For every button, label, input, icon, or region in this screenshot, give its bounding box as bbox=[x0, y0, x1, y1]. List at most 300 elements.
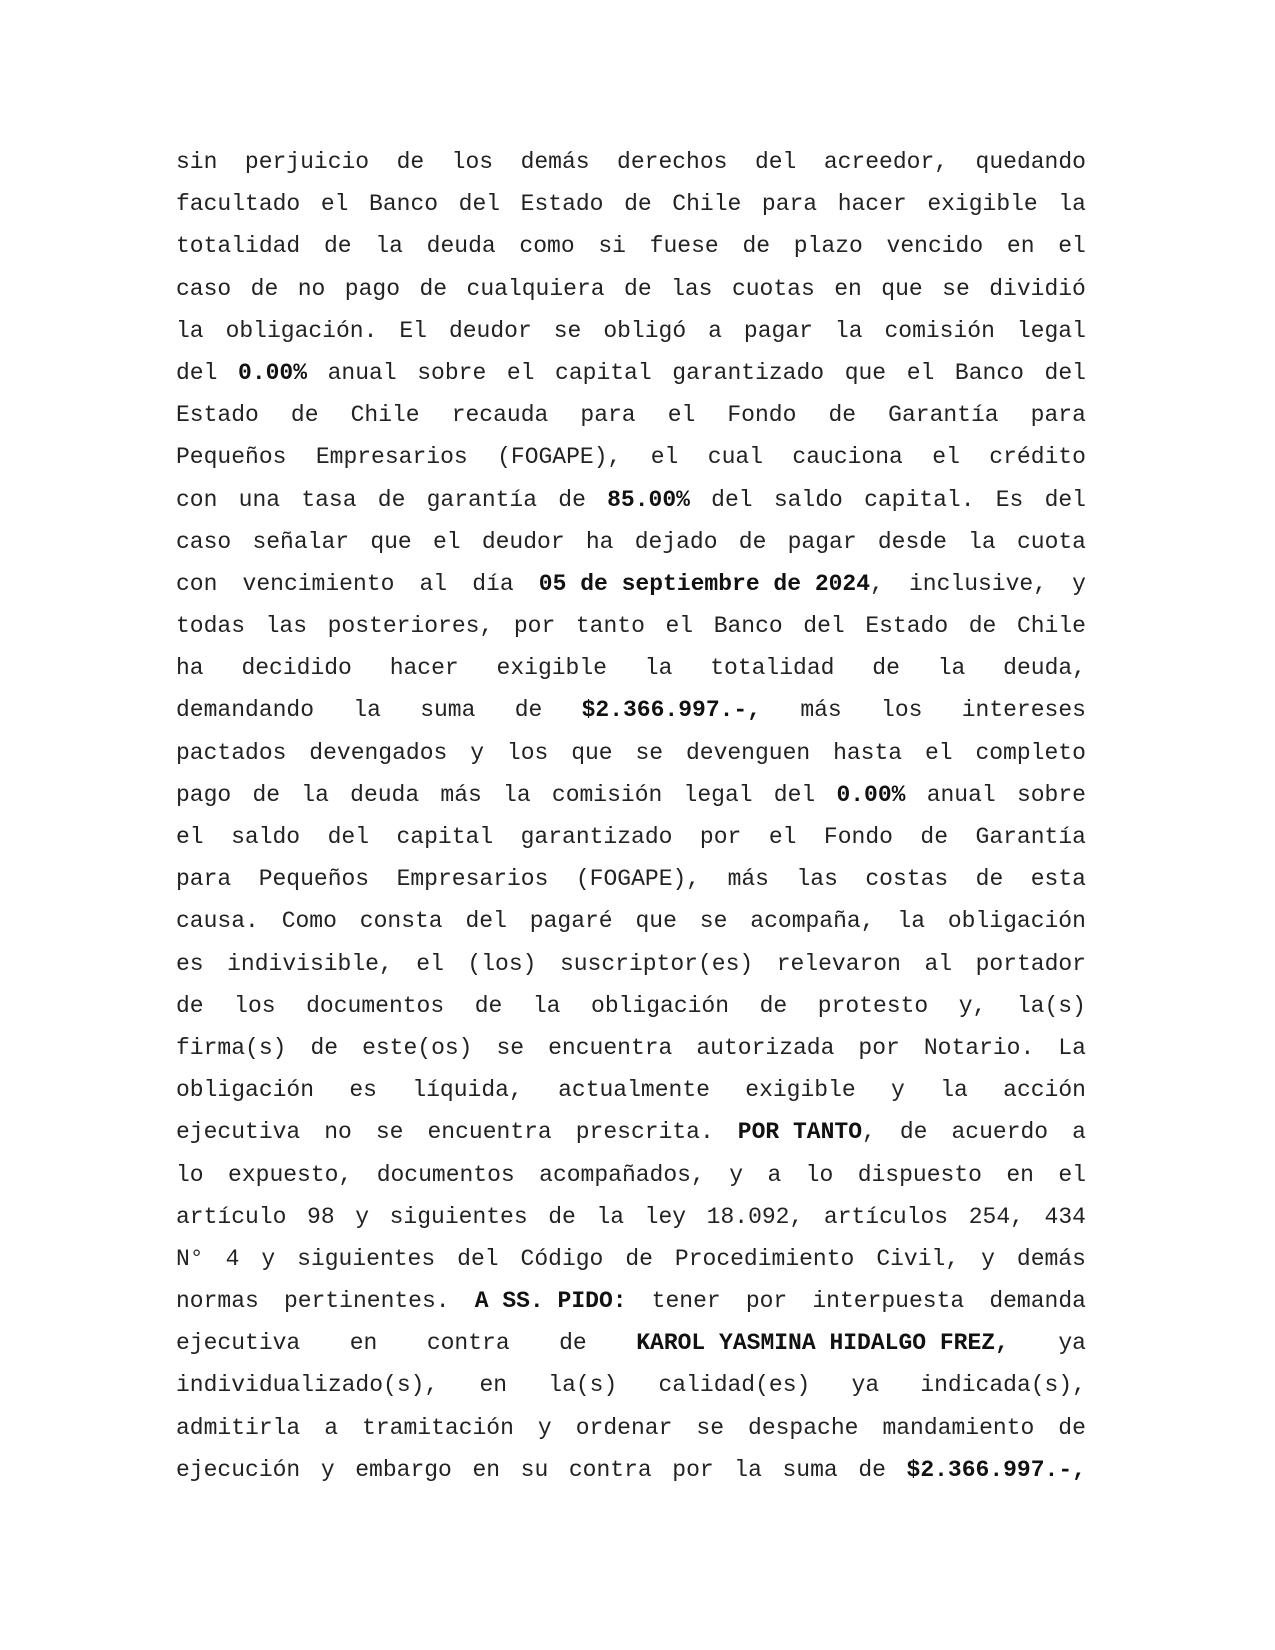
word: de bbox=[252, 781, 281, 808]
text-line bbox=[176, 225, 1086, 267]
word: anual bbox=[926, 781, 996, 808]
word: de bbox=[176, 992, 204, 1019]
word: obligó bbox=[603, 317, 687, 344]
text-line bbox=[176, 563, 1086, 605]
word: ha bbox=[585, 528, 614, 555]
word: sin bbox=[176, 149, 218, 175]
word: demás bbox=[1016, 1245, 1086, 1272]
word: documentos bbox=[306, 992, 445, 1019]
word: la bbox=[353, 697, 381, 724]
word: mandamiento bbox=[882, 1414, 1035, 1441]
word: Chile bbox=[350, 402, 420, 429]
word: la bbox=[968, 528, 996, 555]
word: ley bbox=[644, 1203, 687, 1230]
word: exigible bbox=[496, 655, 607, 682]
text-line bbox=[176, 816, 1086, 858]
word: 254, bbox=[968, 1203, 1024, 1230]
word: el bbox=[506, 359, 535, 386]
word: la bbox=[1058, 191, 1086, 218]
word: de bbox=[872, 655, 900, 682]
word-group bbox=[539, 563, 884, 605]
word: Pequeños bbox=[258, 866, 370, 893]
text-line bbox=[176, 1069, 1086, 1111]
word: del bbox=[1044, 486, 1086, 513]
word: (FOGAPE), bbox=[575, 866, 701, 893]
word: (FOGAPE), bbox=[497, 444, 622, 471]
word: acuerdo bbox=[951, 1119, 1049, 1146]
word: hacer bbox=[389, 655, 459, 682]
text-line bbox=[176, 479, 1086, 521]
word: sobre bbox=[417, 359, 487, 386]
word: ejecutiva bbox=[176, 1119, 301, 1146]
word: comisión bbox=[551, 781, 663, 808]
word: se bbox=[375, 1119, 404, 1146]
word: los bbox=[881, 697, 923, 724]
word: el bbox=[667, 402, 696, 429]
word: si bbox=[598, 233, 626, 260]
word: de bbox=[396, 149, 425, 175]
word: con bbox=[176, 486, 218, 513]
text-line bbox=[176, 394, 1086, 436]
text-line bbox=[176, 310, 1086, 352]
word: del bbox=[457, 1245, 499, 1272]
word: Empresarios bbox=[315, 444, 468, 471]
text-line bbox=[176, 1196, 1086, 1238]
word: la bbox=[503, 781, 531, 808]
word: tramitación bbox=[362, 1414, 514, 1441]
word: siguientes bbox=[297, 1245, 436, 1272]
word: pactados bbox=[176, 739, 287, 766]
word: cuota bbox=[1016, 528, 1086, 555]
word: de bbox=[759, 992, 788, 1019]
word: de bbox=[968, 613, 997, 640]
word: , bbox=[870, 570, 884, 597]
bold-text: 05 de septiembre de 2024 bbox=[538, 570, 871, 597]
text-line bbox=[176, 943, 1086, 985]
word: decidido bbox=[241, 655, 352, 682]
word: acompaña, bbox=[750, 908, 875, 935]
word: Estado bbox=[520, 191, 604, 218]
text-line bbox=[176, 521, 1086, 563]
word: el bbox=[176, 824, 204, 850]
word: del bbox=[773, 781, 816, 808]
word: del bbox=[465, 908, 507, 935]
word: (los) bbox=[467, 950, 537, 977]
word: en bbox=[349, 1330, 378, 1357]
word: de bbox=[419, 275, 448, 302]
word: plazo bbox=[793, 233, 863, 260]
word: de bbox=[558, 486, 586, 513]
word: de bbox=[377, 486, 406, 513]
word: de bbox=[474, 992, 503, 1019]
word: pagar bbox=[743, 317, 813, 344]
word: a bbox=[324, 1414, 339, 1441]
word: por bbox=[699, 824, 742, 850]
text-line bbox=[176, 268, 1086, 310]
word: facultado bbox=[176, 191, 301, 218]
word: de bbox=[742, 233, 771, 260]
text-line bbox=[176, 183, 1086, 225]
word: de bbox=[975, 866, 1004, 893]
word: y bbox=[261, 1245, 276, 1272]
word: de bbox=[1058, 1414, 1086, 1441]
word: y bbox=[729, 1161, 744, 1188]
word: Es bbox=[995, 486, 1024, 513]
word: anual bbox=[327, 359, 397, 386]
word: garantizado bbox=[520, 824, 673, 850]
word: consta bbox=[359, 908, 443, 935]
word: en bbox=[834, 275, 862, 302]
word: documentos bbox=[376, 1161, 515, 1188]
word: Como bbox=[281, 908, 337, 935]
word: Estado bbox=[176, 402, 259, 429]
text-line bbox=[176, 1364, 1086, 1406]
word: contra bbox=[426, 1330, 510, 1357]
word: la(s) bbox=[1016, 992, 1086, 1019]
word: recauda bbox=[451, 402, 549, 429]
word: indivisible, bbox=[227, 950, 393, 977]
word: acompañados, bbox=[539, 1161, 705, 1188]
word: las bbox=[265, 613, 308, 640]
bold-text: 0.00% bbox=[836, 781, 906, 808]
word: la bbox=[375, 233, 403, 260]
word: obligación bbox=[176, 1077, 315, 1104]
word: la bbox=[734, 1456, 762, 1483]
word: firma(s) bbox=[176, 1034, 287, 1061]
word: al bbox=[419, 570, 448, 597]
word: dejado bbox=[634, 528, 718, 555]
word: se bbox=[696, 1414, 724, 1441]
text-line bbox=[176, 1027, 1086, 1069]
word: exigible bbox=[745, 1077, 856, 1104]
word: de bbox=[738, 528, 767, 555]
text-line bbox=[176, 689, 1086, 731]
word: 4 bbox=[225, 1245, 240, 1272]
word: Civil, bbox=[876, 1245, 960, 1272]
word: a bbox=[1072, 1119, 1086, 1146]
word: comisión bbox=[884, 317, 995, 344]
word: Notario. bbox=[923, 1034, 1035, 1061]
word: su bbox=[520, 1456, 549, 1483]
word: al bbox=[924, 950, 953, 977]
word: del bbox=[711, 486, 753, 513]
word: perjuicio bbox=[244, 149, 370, 175]
word: costas bbox=[865, 866, 949, 893]
word: no bbox=[297, 275, 326, 302]
word: de bbox=[323, 233, 352, 260]
word: ya bbox=[851, 1372, 880, 1399]
word: y bbox=[320, 1456, 335, 1483]
word: y bbox=[1072, 570, 1086, 597]
word: de bbox=[920, 824, 949, 850]
word: vencido bbox=[886, 233, 984, 260]
word: interpuesta bbox=[812, 1288, 965, 1315]
word: Banco bbox=[369, 191, 439, 218]
word: de bbox=[310, 1034, 339, 1061]
word: con bbox=[176, 570, 218, 597]
word: contra bbox=[568, 1456, 652, 1483]
word: de bbox=[548, 1203, 576, 1230]
bold-text: $2.366.997.-, bbox=[581, 697, 762, 724]
word: como bbox=[519, 233, 575, 260]
word: Procedimiento bbox=[674, 1245, 855, 1272]
text-line bbox=[176, 732, 1086, 774]
word: Banco bbox=[713, 613, 783, 640]
word: a bbox=[708, 317, 722, 344]
text-line bbox=[176, 1407, 1086, 1449]
word: acción bbox=[1003, 1077, 1086, 1104]
word: 434 bbox=[1044, 1203, 1086, 1230]
word: desde bbox=[877, 528, 947, 555]
word: que bbox=[881, 275, 923, 302]
word: es bbox=[176, 950, 204, 977]
word: obligación bbox=[591, 992, 730, 1019]
word: deuda bbox=[426, 233, 496, 260]
word: suma bbox=[782, 1456, 838, 1483]
word: legal bbox=[683, 781, 753, 808]
text-line bbox=[176, 858, 1086, 900]
word: la bbox=[644, 655, 673, 682]
word: demás bbox=[520, 149, 590, 175]
word: lo bbox=[176, 1161, 204, 1188]
word: artículo bbox=[176, 1203, 287, 1230]
word: los bbox=[506, 739, 549, 766]
word: tasa bbox=[301, 486, 357, 513]
word: a bbox=[767, 1161, 782, 1188]
word: pertinentes. bbox=[283, 1288, 450, 1315]
word: capital bbox=[555, 359, 652, 386]
word: crédito bbox=[989, 444, 1086, 471]
word: encuentra bbox=[548, 1034, 673, 1061]
word: caso bbox=[176, 275, 232, 302]
word: para bbox=[1030, 402, 1086, 429]
word: y bbox=[355, 1203, 370, 1230]
word: devenguen bbox=[685, 739, 811, 766]
word: Fondo bbox=[823, 824, 893, 850]
word: completo bbox=[975, 739, 1086, 766]
word: causa. bbox=[176, 908, 259, 935]
word: líquida, bbox=[412, 1077, 523, 1104]
word: de bbox=[514, 697, 543, 724]
word: pagar bbox=[787, 528, 857, 555]
word: Fondo bbox=[727, 402, 797, 429]
word: La bbox=[1058, 1034, 1086, 1061]
word: individualizado(s), bbox=[176, 1372, 439, 1399]
word: el bbox=[1058, 233, 1086, 260]
word: deuda, bbox=[1003, 655, 1086, 682]
word: la bbox=[301, 781, 329, 808]
word: por bbox=[513, 613, 556, 640]
word: y bbox=[891, 1077, 905, 1104]
word: Código bbox=[520, 1245, 604, 1272]
word: del bbox=[803, 613, 845, 640]
word: del bbox=[176, 359, 218, 386]
word: los bbox=[234, 992, 276, 1019]
word: fuese bbox=[649, 233, 719, 260]
text-line bbox=[176, 1322, 1086, 1364]
word: autorizada bbox=[696, 1034, 835, 1061]
word: de bbox=[250, 275, 279, 302]
word: y bbox=[981, 1245, 995, 1272]
word: del bbox=[327, 824, 370, 850]
word: prescrita. bbox=[575, 1119, 714, 1146]
word: el bbox=[768, 824, 797, 850]
word: deudor bbox=[448, 317, 532, 344]
word: lo bbox=[805, 1161, 834, 1188]
word: la bbox=[596, 1203, 625, 1230]
word: señalar bbox=[252, 528, 350, 555]
word: artículos bbox=[823, 1203, 949, 1230]
word: , bbox=[862, 1119, 876, 1146]
word: N° bbox=[176, 1245, 204, 1272]
word: dividió bbox=[989, 275, 1086, 302]
word: el bbox=[416, 950, 444, 977]
word: ya bbox=[1058, 1330, 1086, 1357]
word: cualquiera bbox=[466, 275, 605, 302]
word: inclusive, bbox=[908, 570, 1048, 597]
word: saldo bbox=[231, 824, 301, 850]
word: se bbox=[942, 275, 970, 302]
word: del bbox=[458, 191, 501, 218]
word: Pequeños bbox=[176, 444, 287, 471]
word: para bbox=[176, 866, 232, 893]
word: en bbox=[1006, 233, 1035, 260]
bold-text: A SS. PIDO: bbox=[474, 1288, 627, 1315]
word: cuotas bbox=[731, 275, 815, 302]
word: Chile bbox=[1016, 613, 1086, 640]
word: demanda bbox=[989, 1288, 1086, 1315]
word: el bbox=[924, 739, 953, 766]
word: más bbox=[800, 697, 842, 724]
bold-text: KAROL YASMINA HIDALGO FREZ, bbox=[636, 1330, 1009, 1357]
word: caso bbox=[176, 528, 232, 555]
word: para bbox=[580, 402, 636, 429]
text-line bbox=[176, 1280, 1086, 1322]
word: de bbox=[828, 402, 857, 429]
word: admitirla bbox=[176, 1414, 301, 1441]
word: la bbox=[532, 992, 561, 1019]
word: de bbox=[625, 1245, 653, 1272]
word: suscriptor(es) bbox=[559, 950, 754, 977]
word: el bbox=[320, 191, 349, 218]
word: El bbox=[399, 317, 427, 344]
word: exigible bbox=[927, 191, 1038, 218]
word: la bbox=[834, 317, 863, 344]
word: relevaron bbox=[776, 950, 901, 977]
word: hacer bbox=[837, 191, 907, 218]
word: 18.092, bbox=[706, 1203, 804, 1230]
word: en bbox=[1006, 1161, 1034, 1188]
word: las bbox=[796, 866, 838, 893]
word: totalidad bbox=[710, 655, 835, 682]
word: que bbox=[370, 528, 412, 555]
word: indicada(s), bbox=[920, 1372, 1086, 1399]
word: Empresarios bbox=[396, 866, 549, 893]
text-line bbox=[176, 900, 1086, 942]
word: para bbox=[761, 191, 818, 218]
word: se bbox=[635, 739, 664, 766]
word: de bbox=[559, 1330, 587, 1357]
word: que bbox=[635, 908, 677, 935]
word: de bbox=[624, 275, 652, 302]
word: pago bbox=[176, 781, 232, 808]
word: por bbox=[745, 1288, 788, 1315]
word: todas bbox=[176, 613, 246, 640]
body-paragraph bbox=[176, 141, 1086, 1491]
word: y bbox=[470, 739, 485, 766]
word: deudor bbox=[481, 528, 565, 555]
word: siguientes bbox=[389, 1203, 528, 1230]
word: más bbox=[727, 866, 769, 893]
word: protesto bbox=[817, 992, 929, 1019]
word: esta bbox=[1030, 866, 1086, 893]
word: del bbox=[1044, 359, 1086, 386]
word: Chile bbox=[672, 191, 742, 218]
word: este(os) bbox=[362, 1034, 473, 1061]
word: demandando bbox=[176, 697, 315, 724]
word: de bbox=[899, 1119, 928, 1146]
word: normas bbox=[176, 1288, 259, 1315]
word: se bbox=[699, 908, 728, 935]
word: el bbox=[650, 444, 679, 471]
text-line bbox=[176, 1238, 1086, 1280]
word: una bbox=[238, 486, 281, 513]
bold-text: 85.00% bbox=[607, 486, 690, 513]
word: Banco bbox=[954, 359, 1024, 386]
word: del bbox=[754, 149, 797, 175]
word: más bbox=[440, 781, 482, 808]
text-line bbox=[176, 647, 1086, 689]
word: la bbox=[940, 1077, 968, 1104]
word: y, bbox=[958, 992, 987, 1019]
word: que bbox=[571, 739, 613, 766]
word: día bbox=[472, 570, 514, 597]
word: legal bbox=[1016, 317, 1086, 344]
word: el bbox=[932, 444, 960, 471]
word: cauciona bbox=[792, 444, 903, 471]
text-line bbox=[176, 352, 1086, 394]
word: ejecución bbox=[176, 1456, 301, 1483]
word: se bbox=[553, 317, 582, 344]
word: suma bbox=[420, 697, 476, 724]
word: dispuesto bbox=[857, 1161, 982, 1188]
word: pago bbox=[344, 275, 401, 302]
word: hasta bbox=[833, 739, 903, 766]
word: la bbox=[937, 655, 966, 682]
word: vencimiento bbox=[242, 570, 395, 597]
word: actualmente bbox=[558, 1077, 710, 1104]
word: por bbox=[858, 1034, 900, 1061]
word: por bbox=[672, 1456, 714, 1483]
word: tanto bbox=[575, 613, 645, 640]
text-line bbox=[176, 141, 1086, 183]
word: de bbox=[624, 191, 652, 218]
word: es bbox=[349, 1077, 377, 1104]
word: saldo bbox=[773, 486, 843, 513]
word: en bbox=[479, 1372, 508, 1399]
word: Garantía bbox=[975, 824, 1086, 850]
word: Garantía bbox=[888, 402, 999, 429]
word: los bbox=[451, 149, 494, 175]
word: de bbox=[858, 1456, 886, 1483]
text-line bbox=[176, 774, 1086, 816]
word: 98 bbox=[307, 1203, 335, 1230]
word: garantía bbox=[426, 486, 538, 513]
word: totalidad bbox=[176, 233, 301, 260]
word: y bbox=[537, 1414, 552, 1441]
word: calidad(es) bbox=[658, 1372, 811, 1399]
word: portador bbox=[975, 950, 1086, 977]
